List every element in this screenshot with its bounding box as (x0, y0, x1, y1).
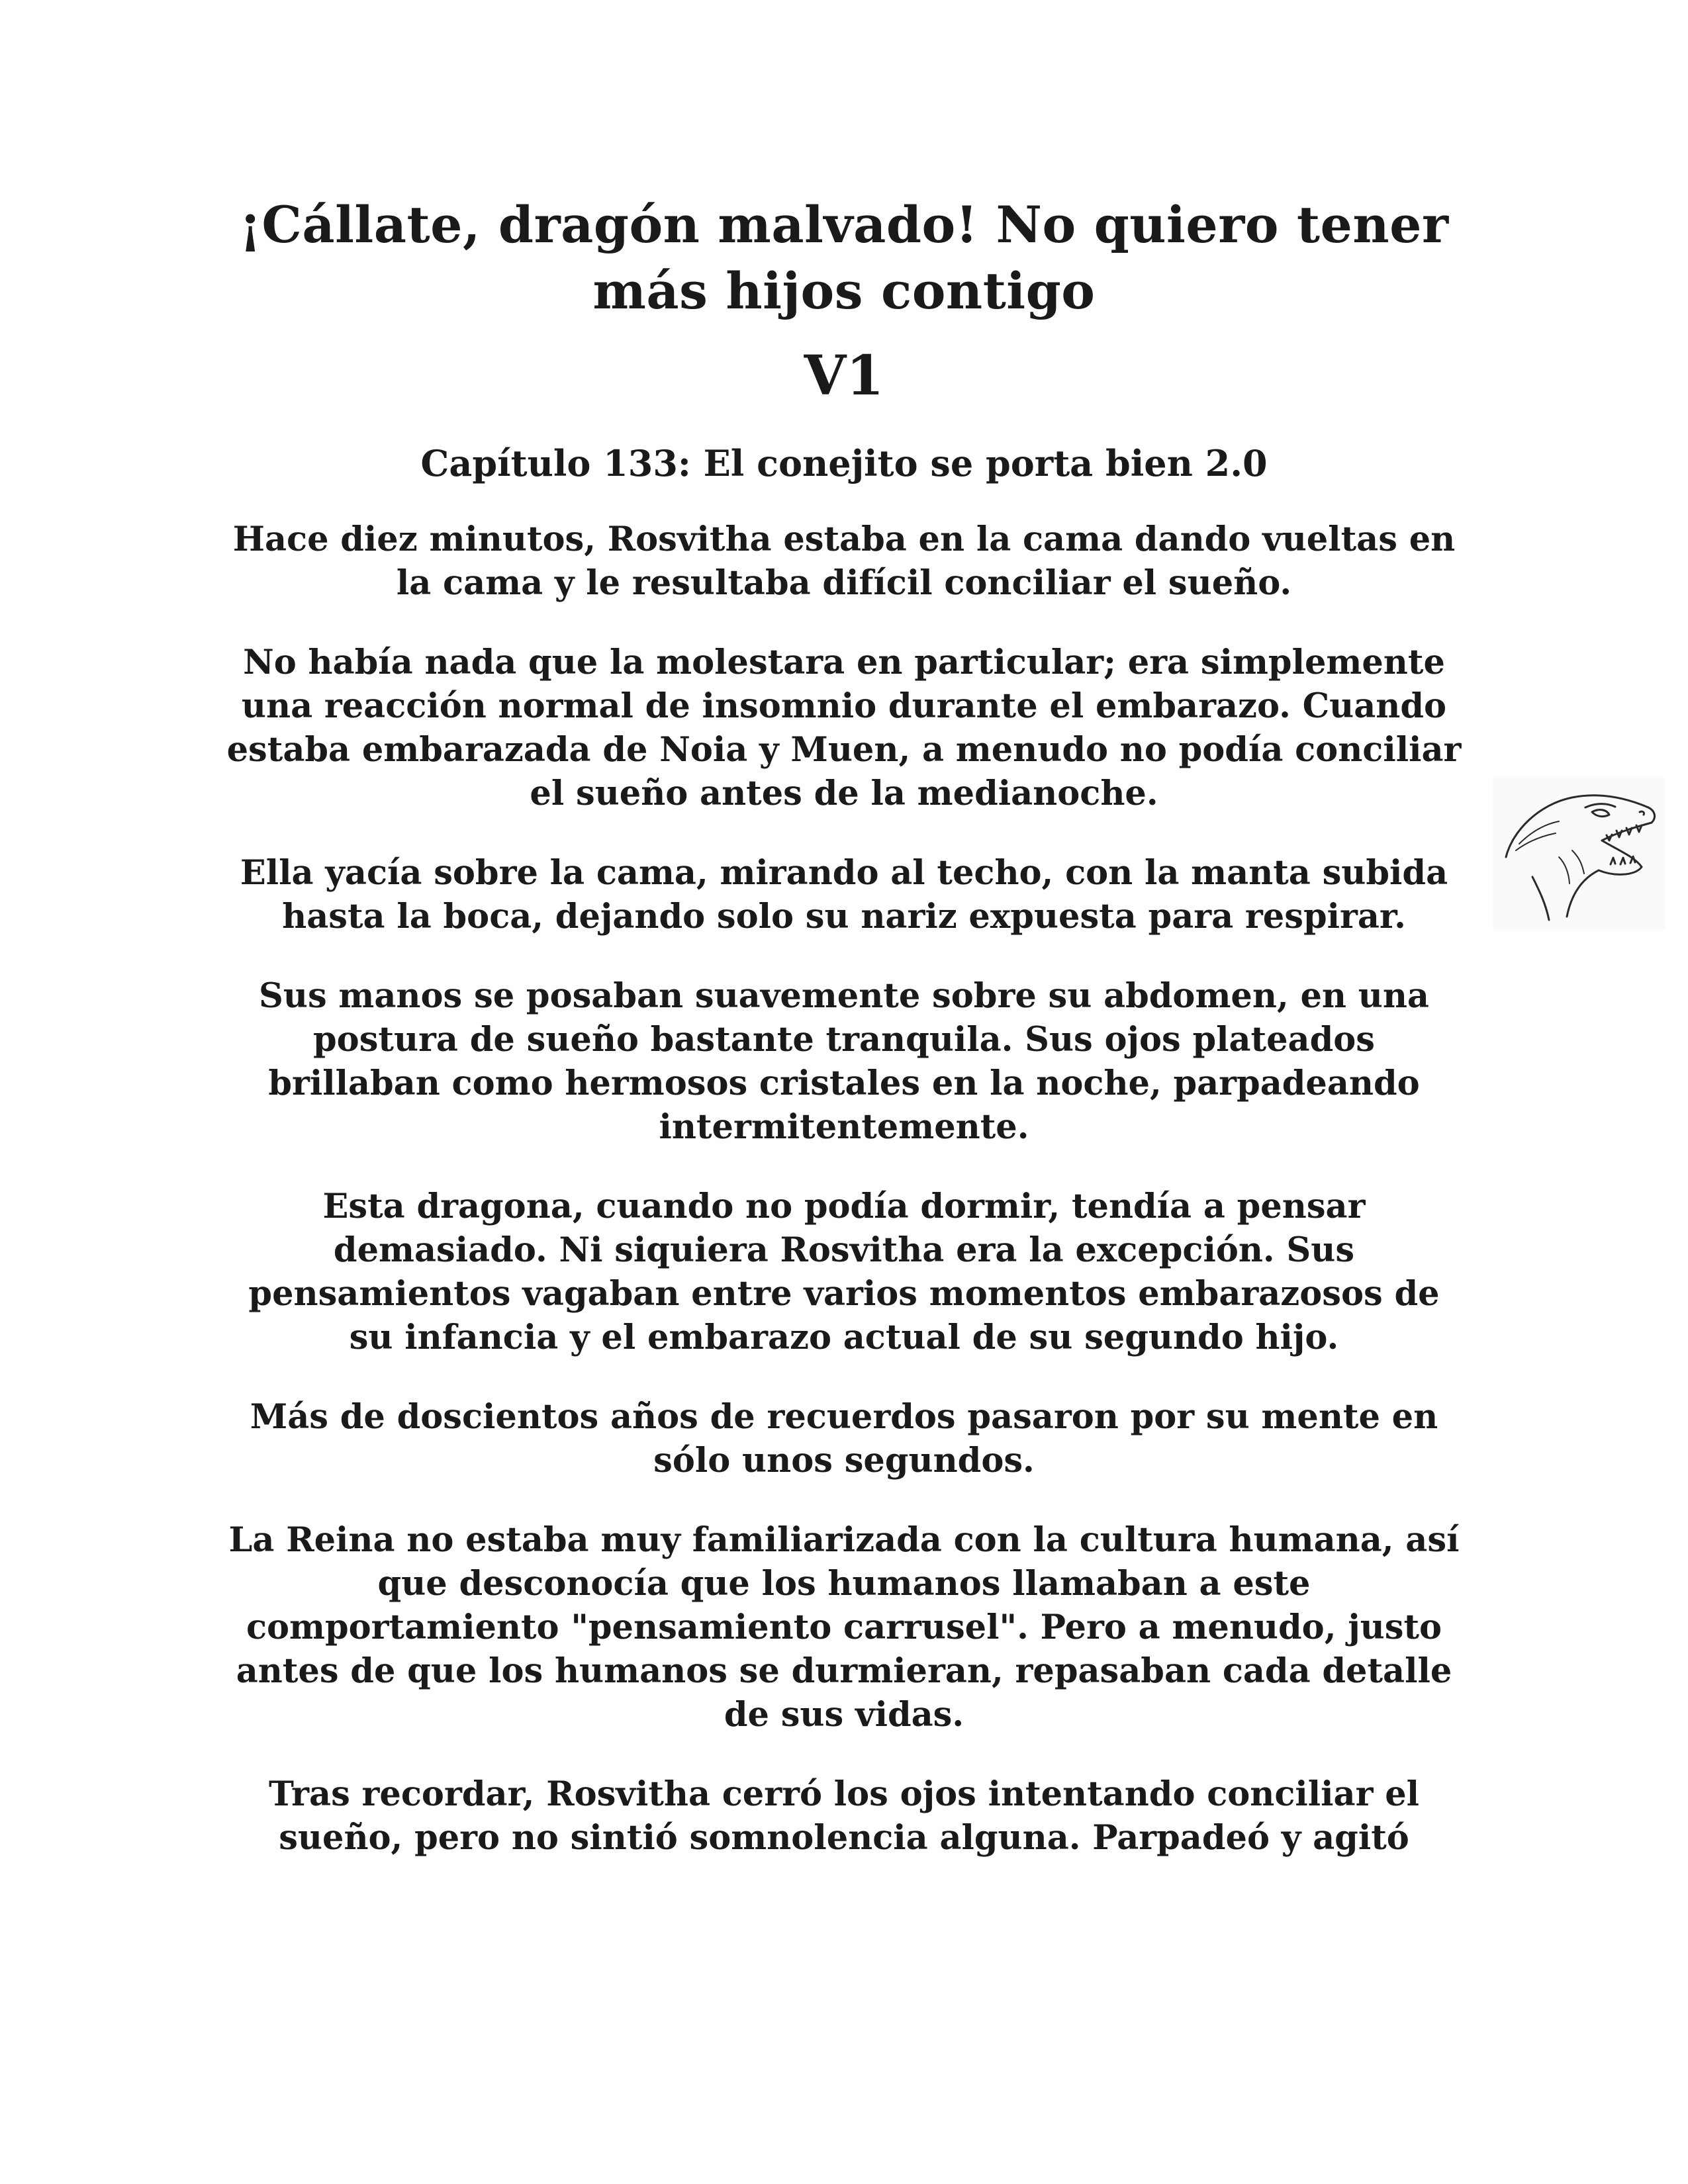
document-title: ¡Cállate, dragón malvado! No quiero tener más hijos contigo (239, 195, 1449, 320)
paragraph-1: Hace diez minutos, Rosvitha estaba en la cama dando vueltas en la cama y le resultaba difícil conciliar el sueño. (232, 520, 1456, 603)
paragraph-7: La Reina no estaba muy familiarizada con la cultura humana, así que desconocía que los humanos llamaban a este comportamiento "pensamiento carrusel". Pero a menudo, justo antes de que los humanos se durmieran, repasaban cada detalle de sus vidas. (228, 1520, 1460, 1735)
chapter-heading: Capítulo 133: El conejito se porta bien 2.0 (420, 442, 1268, 484)
paragraph-8: Tras recordar, Rosvitha cerró los ojos intentando conciliar el sueño, pero no sintió somnolencia alguna. Parpadeó y agitó (268, 1774, 1420, 1858)
paragraph-4: Sus manos se posaban suavemente sobre su abdomen, en una postura de sueño bastante tranquila. Sus ojos plateados brillaban como hermosos cristales en la noche, parpadeando intermitentemente. (259, 976, 1429, 1147)
document-page (225, 192, 1463, 1895)
document-version: V1 (804, 344, 884, 408)
dinosaur-sketch-icon (1493, 778, 1665, 930)
paragraph-2: No había nada que la molestara en particular; era simplemente una reacción normal de insomnio durante el embarazo. Cuando estaba embarazada de Noia y Muen, a menudo no podía conciliar el sueño antes de la medianoche. (226, 643, 1462, 813)
paragraph-3: Ella yacía sobre la cama, mirando al techo, con la manta subida hasta la boca, dejando solo su nariz expuesta para respirar. (240, 853, 1448, 936)
paragraph-6: Más de doscientos años de recuerdos pasaron por su mente en sólo unos segundos. (250, 1397, 1438, 1480)
paragraph-5: Esta dragona, cuando no podía dormir, tendía a pensar demasiado. Ni siquiera Rosvitha era la excepción. Sus pensamientos vagaban entre varios momentos embarazosos de su infancia y el embarazo actual de su segundo hijo. (248, 1187, 1440, 1357)
